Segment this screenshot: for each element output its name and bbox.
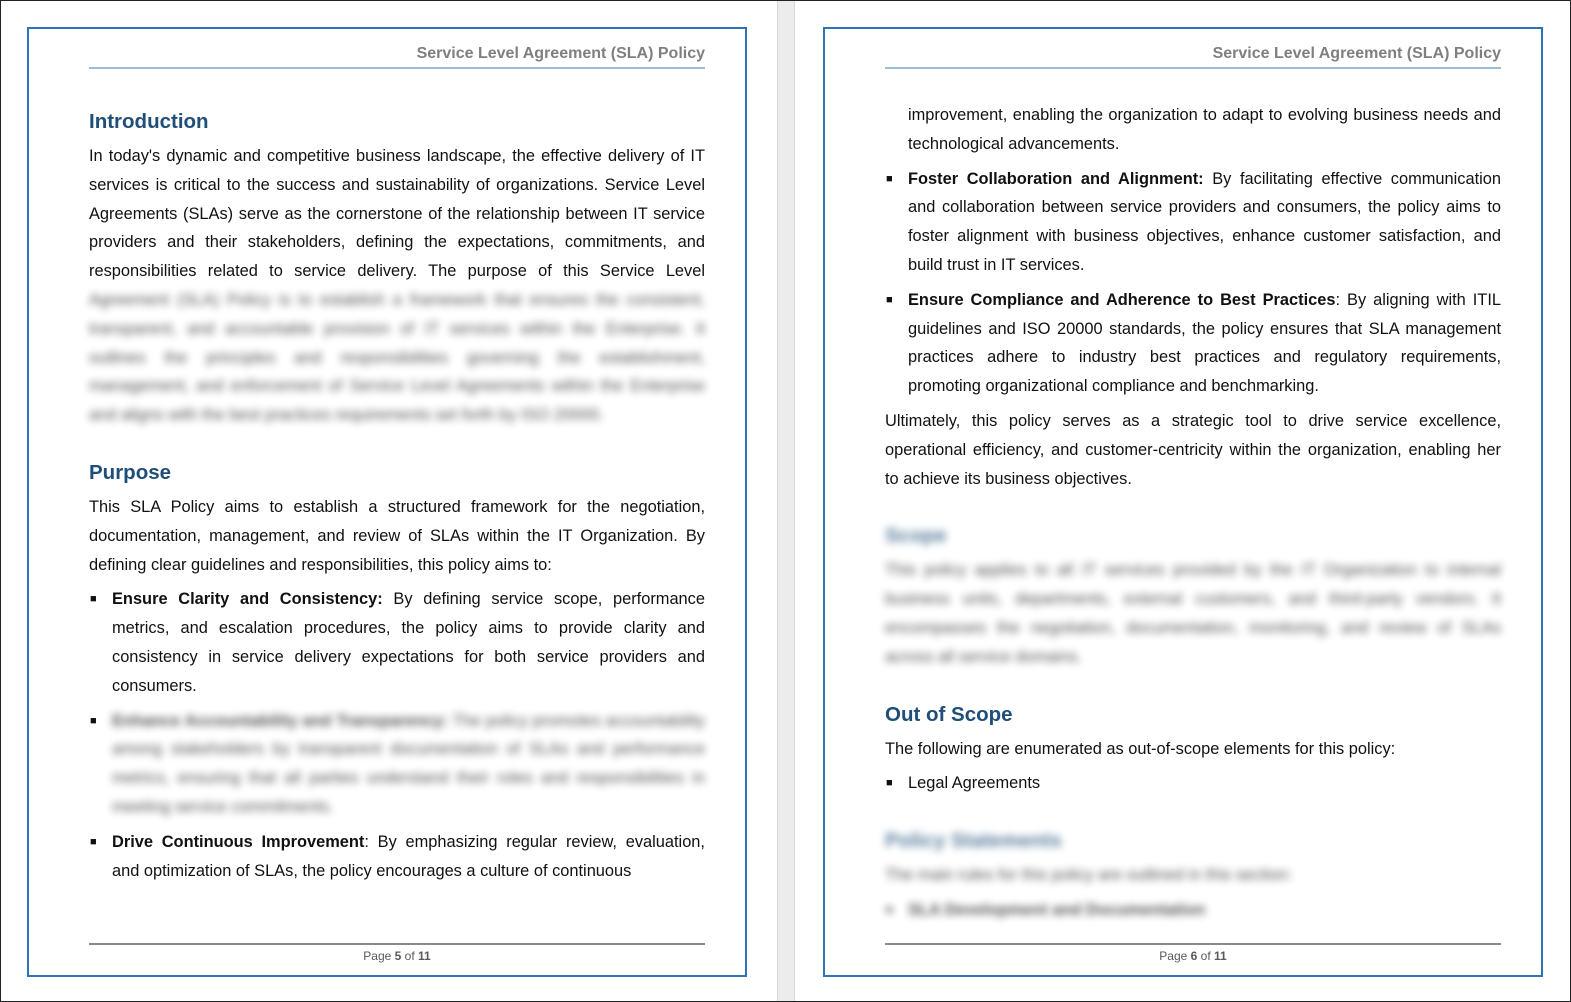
- list-item-title: Enhance Accountability and Transparency:: [112, 711, 449, 730]
- out-of-scope-heading: Out of Scope: [885, 702, 1013, 726]
- introduction-paragraph: [89, 142, 705, 430]
- purpose-heading: Purpose: [89, 460, 172, 484]
- list-item: [885, 896, 1501, 925]
- footer-prefix: Page: [363, 949, 395, 963]
- introduction-heading: Introduction: [89, 110, 209, 133]
- footer-of: of: [1197, 949, 1215, 963]
- page-footer: [885, 943, 1501, 963]
- list-item: [885, 769, 1501, 798]
- list-item: [885, 286, 1501, 401]
- bullet-icon: ■: [886, 293, 893, 306]
- list-item-text: By facilitating effective communication and collaboration between service providers and consumers, the policy aims to foster alignment with business objectives, enhance customer satisfaction, and build trust in IT services.: [908, 169, 1502, 274]
- scope-paragraph: This policy applies to all IT services provided by the IT Organization to internal business units, departments, external customers, and third-party vendors. It encompasses the negotiation, documentation, monitoring, and review of SLAs across all service domains.: [885, 561, 1501, 666]
- policy-statements-paragraph: The main rules for this policy are outlined in this section:: [885, 866, 1293, 885]
- list-item-text: : By aligning with ITIL guidelines and ISO 20000 standards, the policy ensures that SLA management practices adhere to industry best practices and regulatory requirements, promoting organizational compliance and benchmarking.: [908, 290, 1501, 396]
- footer-page-total: 11: [418, 949, 431, 963]
- list-item: [89, 828, 705, 886]
- footer-of: of: [401, 949, 419, 963]
- header-title: Service Level Agreement (SLA) Policy: [416, 45, 705, 62]
- policy-statements-list: [885, 896, 1501, 925]
- list-item-text: : By emphasizing regular review, evaluation, and optimization of SLAs, the policy encourages a culture of continuous: [112, 832, 705, 880]
- list-item-text: Legal Agreements: [908, 774, 1041, 793]
- list-item-text: improvement, enabling the organization to adapt to evolving business needs and technological advancements.: [908, 106, 1501, 153]
- list-item-text: By defining service scope, performance metrics, and escalation procedures, the policy aims to provide clarity and consistency in service delivery expectations for both service providers and consumers.: [112, 590, 705, 695]
- list-item: [89, 585, 705, 700]
- out-of-scope-paragraph: The following are enumerated as out-of-scope elements for this policy:: [885, 739, 1396, 758]
- page-content: [89, 101, 705, 891]
- list-item: [89, 707, 705, 822]
- scope-heading: Scope: [885, 524, 947, 548]
- purpose-paragraph: This SLA Policy aims to establish a structured framework for the negotiation, documentation, management, and review of SLAs within the IT Organization. By defining clear guidelines and responsibilities, this policy aims to:: [89, 497, 705, 574]
- closing-paragraph: Ultimately, this policy serves as a strategic tool to drive service excellence, operational efficiency, and customer-centricity within the organization, enabling her to achieve its business objectives.: [885, 411, 1501, 488]
- footer-page-number: 6: [1190, 949, 1198, 963]
- out-of-scope-list: [885, 769, 1501, 798]
- bullet-icon: ■: [886, 903, 893, 916]
- bullet-icon: ■: [886, 777, 893, 790]
- purpose-list: [89, 585, 705, 885]
- list-item-title: Ensure Clarity and Consistency:: [112, 590, 383, 609]
- page-content: [885, 101, 1501, 931]
- page-header: [89, 45, 705, 69]
- list-item-continued: [885, 101, 1501, 159]
- footer-page-total: 11: [1214, 949, 1227, 963]
- page-footer: [89, 943, 705, 963]
- list-item-text: The policy promotes accountability among stakeholders by transparent documentation of SLAs and performance metrics, ensuring that all parties understand their roles and responsibilities in meeting service commitments.: [112, 711, 705, 816]
- list-item-title: Ensure Compliance and Adherence to Best Practices: [908, 290, 1336, 309]
- page-5: [27, 27, 747, 977]
- list-item: [885, 165, 1501, 280]
- page-header: [885, 45, 1501, 69]
- header-title: Service Level Agreement (SLA) Policy: [1212, 45, 1501, 62]
- page-6: [823, 27, 1543, 977]
- bullet-icon: ■: [90, 835, 97, 848]
- purpose-list-continued: [885, 101, 1501, 401]
- list-item-title: Drive Continuous Improvement: [112, 832, 365, 851]
- policy-statements-heading: Policy Statements: [885, 829, 1062, 853]
- introduction-text-blurred: Agreement (SLA) Policy is to establish a framework that ensures the consistent, transparent, and accountable provision of IT services within the Enterprise. It outlines the principles and responsibilities governing the establishment, management, and enforcement of Service Level Agreements within the Enterprise and aligns with the best practices requirements set forth by ISO 20000.: [89, 290, 705, 425]
- list-item-title: SLA Development and Documentation: [908, 900, 1206, 919]
- introduction-text: In today's dynamic and competitive business landscape, the effective delivery of IT services is critical to the success and sustainability of organizations. Service Level Agreements (SLAs) serve as the cornerstone of the relationship between IT service providers and their stakeholders, defining the expectations, commitments, and responsibilities related to service delivery. The purpose of this Service Level: [89, 147, 705, 281]
- footer-page-number: 5: [394, 949, 402, 963]
- footer-prefix: Page: [1159, 949, 1191, 963]
- page-gutter: [777, 1, 795, 1001]
- bullet-icon: ■: [886, 172, 893, 185]
- bullet-icon: ■: [90, 714, 97, 727]
- list-item-title: Foster Collaboration and Alignment:: [908, 169, 1204, 188]
- bullet-icon: ■: [90, 593, 97, 606]
